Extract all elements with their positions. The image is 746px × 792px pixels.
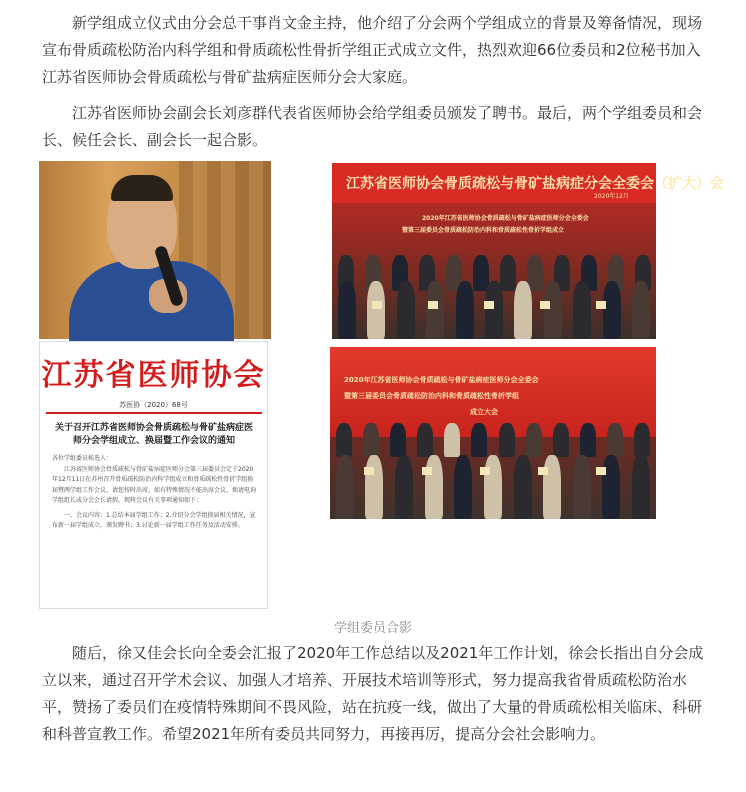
group-photo-1-backdrop-line-1: 2020年江苏省医师协会骨质疏松与骨矿盐病症医师分会全委会 <box>422 215 589 222</box>
group-photo-1-backdrop-line-2: 暨第三届委员会骨质疏松防治内科和骨质疏松性骨折学组成立 <box>402 227 565 234</box>
group-photo-1-front-row <box>332 281 656 339</box>
document-body <box>52 454 257 532</box>
paragraph-certificates: 江苏省医师协会副会长刘彦群代表省医师协会给学组委员颁发了聘书。最后，两个学组委员和会长、候任会长、副会长一起合影。 <box>42 104 703 149</box>
group-photo-1-banner-text: 江苏省医师协会骨质疏松与骨矿盐病症分会全委会（扩大）会 <box>346 176 724 192</box>
group-photo-2-front-row <box>330 455 656 519</box>
document-red-divider <box>46 412 262 414</box>
document-org-name: 江苏省医师协会 <box>41 358 266 393</box>
group-photo-2-backdrop-line-2: 暨第三届委员会骨质疏松防治内科和骨质疏松性骨折学组 <box>344 392 519 400</box>
group-photo-2-backdrop-line-3: 成立大会 <box>470 408 498 416</box>
group-photo-2-back-row <box>330 423 656 457</box>
document-body-paragraph-2: 一、会议内容：1.总结本届学组工作；2.介绍分会学组换届相关情况，宣布新一届学组成立，颁发聘书；3.讨论新一届学组工作任务及活动安排。 <box>52 511 256 529</box>
group-photo-2-backdrop-line-1: 2020年江苏省医师协会骨质疏松与骨矿盐病症医师分会全委会 <box>344 376 539 384</box>
group-photo-1-banner-date: 2020年12月 <box>594 193 629 200</box>
group-photo-2 <box>330 347 656 519</box>
speaker-photo <box>39 161 271 339</box>
document-body-paragraph-1: 江苏省医师协会骨质疏松与骨矿盐病症医师分会第三届委员会定于2020年12月11日在苏州召开骨质疏松防治内科学组成立和骨质疏松性骨折学组换届暨两学组工作会议，请您按时出席。如有特殊情况不能出席会议，烦请电询学组组长或分会会长请假。现将会议有关事项通知如下： <box>52 465 257 504</box>
document-title: 关于召开江苏省医师协会骨质疏松与骨矿盐病症医师分会学组成立、换届暨工作会议的通知 <box>54 423 253 446</box>
document-number: 苏医协（2020）68号 <box>119 401 188 409</box>
document-salutation: 各位学组委员候选人： <box>52 455 113 462</box>
group-photo-1-banner <box>332 163 724 203</box>
group-photo-1 <box>332 163 724 339</box>
notice-document-image <box>39 341 268 609</box>
paragraph-work-report: 随后，徐又佳会长向全委会汇报了2020年工作总结以及2021年工作计划，徐会长指出自分会成立以来，通过召开学术会议、加强人才培养、开展技术培训等形式，努力提高我省骨质疏松防治水平，赞扬了委员们在疫情特殊期间不畏风险，站在抗疫一线，做出了大量的骨质疏松相关临床、科研和科普宣教工作。希望2021年所有委员共同努力，再接再厉，提高分会社会影响力。 <box>42 644 704 743</box>
photo-caption: 学组委员合影 <box>333 621 412 636</box>
paragraph-intro: 新学组成立仪式由分会总干事肖文金主持，他介绍了分会两个学组成立的背景及筹备情况，现场宣布骨质疏松防治内科学组和骨质疏松性骨折学组正式成立文件，热烈欢迎66位委员和2位秘书加入江苏省医师协会骨质疏松与骨矿盐病症医师分会大家庭。 <box>42 14 703 86</box>
